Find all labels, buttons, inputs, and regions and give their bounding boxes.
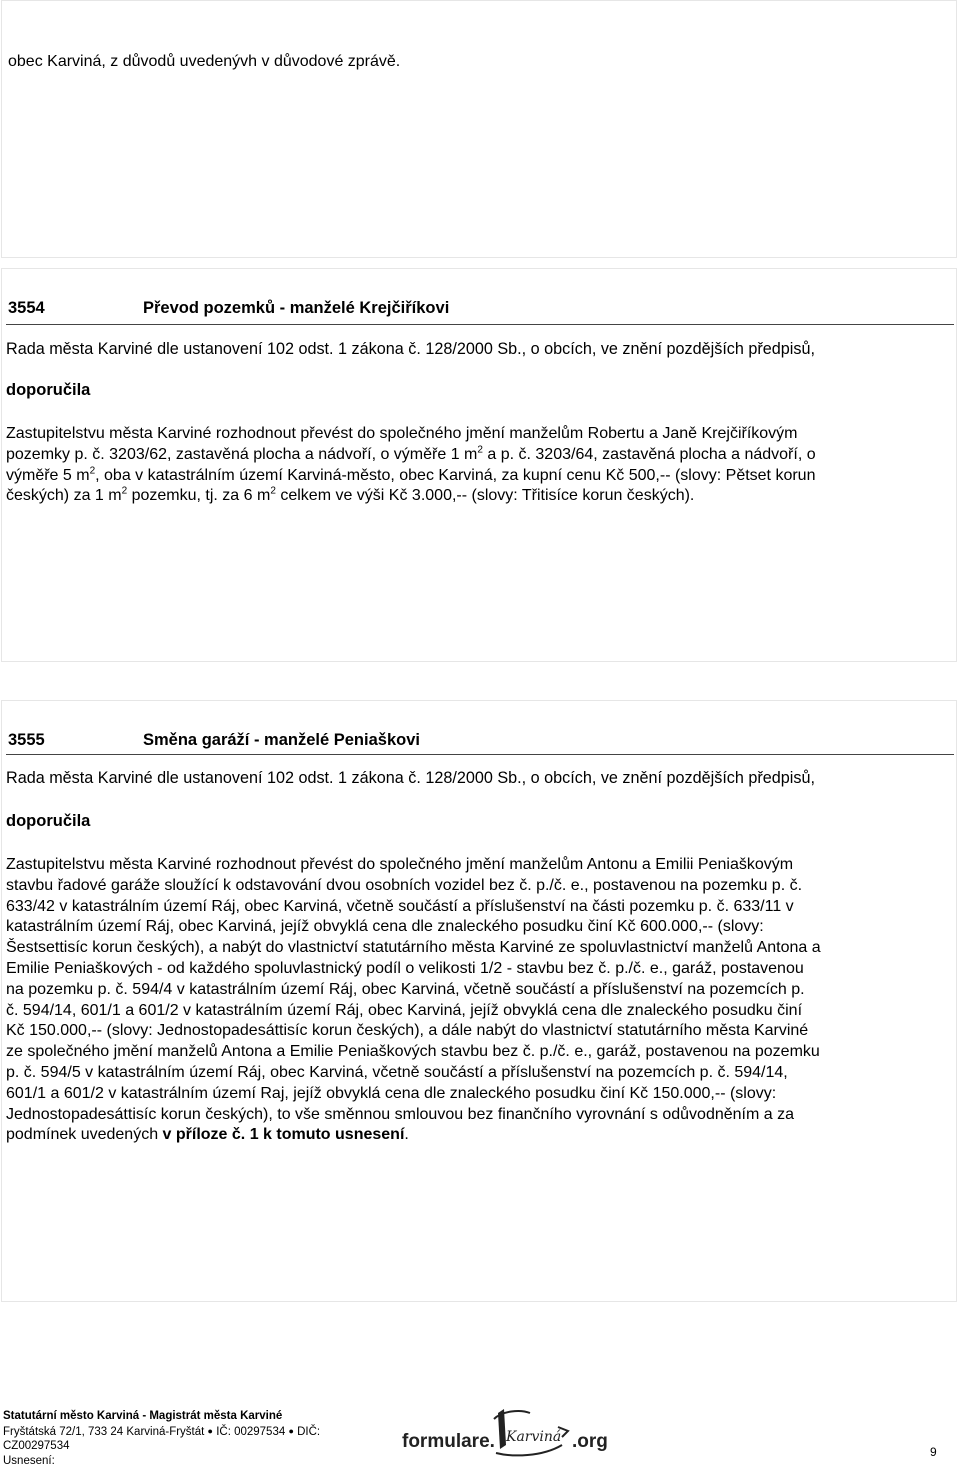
text-run: českých) za 1 m (6, 487, 122, 504)
paragraph-line (6, 466, 954, 487)
item-number: 3555 (8, 731, 45, 750)
paragraph-line (6, 486, 954, 507)
text-run: celkem ve výši Kč 3.000,-- (slovy: Třitisíce korun českých). (276, 487, 694, 504)
bullet-icon: ● (288, 1426, 293, 1436)
text-run: . (404, 1126, 408, 1143)
title-rule (6, 324, 954, 325)
logo-karvina-text: Karviná (505, 1429, 561, 1445)
intro-text: obec Karviná, z důvodů uvedenývh v důvodové zprávě. (8, 53, 400, 71)
item-title: Směna garáží - manželé Peniaškovi (143, 731, 420, 750)
paragraph-line (6, 445, 954, 466)
text-run: podmínek uvedených (6, 1126, 163, 1143)
footer-document-type: Usnesení: (3, 1454, 320, 1468)
text-run: , oba v katastrálním území Karviná-město, obec Karviná, za kupní cenu Kč 500,-- (slovy: Pětset korun (95, 467, 815, 484)
superscript: 2 (477, 444, 483, 455)
title-rule (6, 754, 954, 755)
footer-address: Fryštátská 72/1, 733 24 Karviná-Fryštát (3, 1426, 204, 1438)
decision-label: doporučila (6, 812, 90, 831)
paragraph-line: katastrálním území Ráj, obec Karviná, jejíž obvyklá cena dle znaleckého posudku činí Kč 600.000,-- (slovy: (6, 917, 954, 938)
authority-text: Rada města Karviné dle ustanovení 102 odst. 1 zákona č. 128/2000 Sb., o obcích, ve znění pozdějších předpisů, (6, 769, 815, 788)
paragraph-line: 601/1 a 601/2 v katastrálním území Raj, jejíž obvyklá cena dle znaleckého posudku činí Kč 150.000,-- (slovy: (6, 1084, 954, 1105)
superscript: 2 (90, 465, 96, 476)
text-run: a p. č. 3203/64, zastavěná plocha a nádvoří, o (483, 446, 816, 463)
paragraph-line: Jednostopadesáttisíc korun českých), to vše směnnou smlouvou bez finančního vyrovnání s odůvodněním a za (6, 1105, 954, 1126)
superscript: 2 (270, 486, 276, 497)
section-box-intro (1, 0, 957, 258)
paragraph-line: Zastupitelstvu města Karviné rozhodnout převést do společného jmění manželům Robertu a Janě Krejčiříkovým (6, 424, 954, 445)
paragraph-line: p. č. 594/5 v katastrálním území Ráj, obec Karviná, včetně součástí a příslušenství na pozemcích p. č. 594/14, (6, 1063, 954, 1084)
logo-karvina-mark (494, 1409, 568, 1455)
resolution-paragraph (6, 855, 954, 1146)
item-number: 3554 (8, 299, 45, 318)
paragraph-line: stavbu řadové garáže sloužící k odstavování dvou osobních vozidel bez č. p./č. e., postavenou na pozemku p. č. (6, 876, 954, 897)
text-run: výměře 5 m (6, 467, 90, 484)
paragraph-line (6, 1125, 954, 1146)
formulare-karvina-logo (402, 1405, 616, 1461)
superscript: 2 (122, 486, 128, 497)
footer-dic-value: CZ00297534 (3, 1439, 320, 1454)
footer-dic-label: DIČ: (297, 1426, 320, 1438)
paragraph-line: Emilie Peniaškových - od každého spoluvlastnický podíl o velikosti 1/2 - stavbu bez č. p./č. e., garáž, postavenou (6, 959, 954, 980)
resolution-paragraph (6, 424, 954, 507)
paragraph-line: č. 594/14, 601/1 a 601/2 v katastrálním území Ráj, obec Karviná, jejíž obvyklá cena dle znaleckého posudku činí (6, 1001, 954, 1022)
footer-organization: Statutární město Karviná - Magistrát města Karviné (3, 1409, 320, 1424)
page-number: 9 (930, 1445, 937, 1459)
decision-label: doporučila (6, 381, 90, 400)
paragraph-line: Kč 150.000,-- (slovy: Jednostopadesáttisíc korun českých), a dále nabýt do vlastnictví statutárního města Karviné (6, 1021, 954, 1042)
item-title: Převod pozemků - manželé Krejčiříkovi (143, 299, 449, 318)
authority-text: Rada města Karviné dle ustanovení 102 odst. 1 zákona č. 128/2000 Sb., o obcích, ve znění pozdějších předpisů, (6, 340, 815, 359)
paragraph-line: ze společného jmění manželů Antona a Emilie Peniaškových stavbu bez č. p./č. e., garáž, postavenou na pozemku (6, 1042, 954, 1063)
footer-ic: IČ: 00297534 (216, 1426, 285, 1438)
text-run: pozemky p. č. 3203/62, zastavěná plocha a nádvoří, o výměře 1 m (6, 446, 477, 463)
logo-formulare-text: formulare. (402, 1431, 495, 1452)
paragraph-line: na pozemku p. č. 594/4 v katastrálním území Ráj, obec Karviná, včetně součástí a příslušenství na pozemcích p. (6, 980, 954, 1001)
paragraph-line: Zastupitelstvu města Karviné rozhodnout převést do společného jmění manželům Antonu a Emilii Peniaškovým (6, 855, 954, 876)
text-run: pozemku, tj. za 6 m (127, 487, 270, 504)
paragraph-line: 633/42 v katastrálním území Ráj, obec Karviná, včetně součástí a příslušenství na části pozemku p. č. 633/11 v (6, 897, 954, 918)
footer-info (3, 1409, 320, 1468)
attachment-reference: v příloze č. 1 k tomuto usnesení (163, 1126, 405, 1143)
bullet-icon: ● (208, 1426, 213, 1436)
logo-org-text: .org (572, 1431, 608, 1452)
footer-address-line (3, 1424, 320, 1440)
paragraph-line: Šestsettisíc korun českých), a nabýt do vlastnictví statutárního města Karviné ze spoluvlastnictví manželů Antona a (6, 938, 954, 959)
